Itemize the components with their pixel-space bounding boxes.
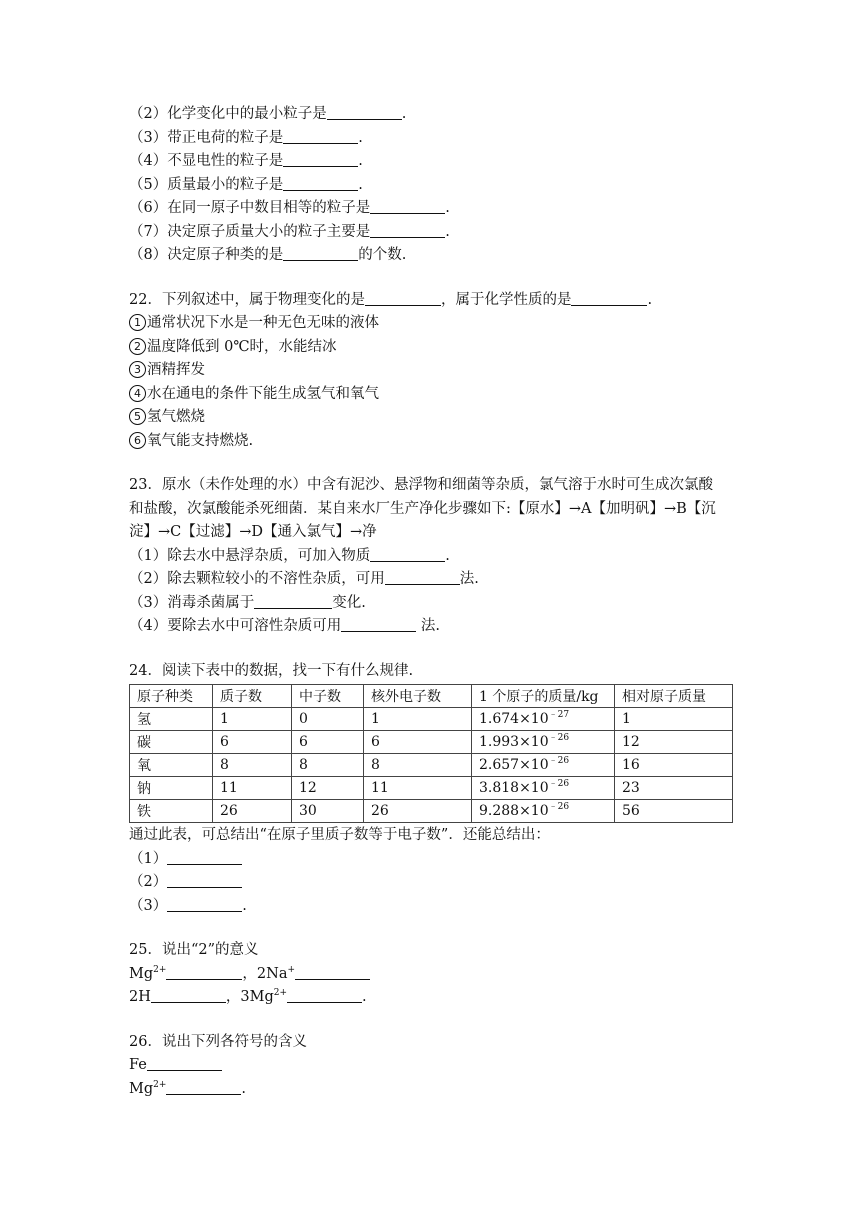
- answer-blank[interactable]: [385, 569, 460, 585]
- question-26: [129, 1031, 739, 1102]
- table-header: 原子种类: [130, 685, 213, 708]
- answer-blank[interactable]: [571, 290, 647, 306]
- table-cell: 8: [213, 754, 292, 777]
- circled-number: 5: [129, 408, 146, 425]
- table-cell: 1: [213, 708, 292, 731]
- table-header: 核外电子数: [364, 685, 472, 708]
- q24-item: （3） .: [129, 897, 247, 914]
- question-stem: 24．阅读下表中的数据，找一下有什么规律.: [129, 662, 414, 679]
- table-header: 1 个原子的质量/kg: [472, 685, 615, 708]
- table-cell: 26: [213, 800, 292, 823]
- answer-blank[interactable]: [147, 1055, 222, 1071]
- question-22: [129, 289, 739, 454]
- question-stem: 26．说出下列各符号的含义: [129, 1033, 307, 1050]
- table-cell: 0: [292, 708, 364, 731]
- q23-item: （2）除去颗粒较小的不溶性杂质，可用 法.: [129, 571, 479, 587]
- table-cell: 6: [213, 731, 292, 754]
- table-cell: 氢: [130, 708, 213, 731]
- answer-blank[interactable]: [365, 290, 441, 306]
- question-25: [129, 939, 739, 1010]
- circled-number: 3: [129, 361, 146, 378]
- q23-item: （3）消毒杀菌属于 变化.: [129, 594, 366, 611]
- q21-item: （2）化学变化中的最小粒子是 .: [129, 106, 407, 122]
- symbol-line: 2H ，$3Mg^{2+}$ .: [129, 988, 367, 1005]
- q21-item: （6）在同一原子中数目相等的粒子是 .: [129, 200, 450, 216]
- q24-item: （1）: [129, 848, 739, 872]
- table-row: [130, 800, 733, 823]
- table-row: [130, 777, 733, 800]
- q21-item: （7）决定原子质量大小的粒子主要是 .: [129, 223, 450, 240]
- question-stem-line: 淀】→C【过滤】→D【通入氯气】→净: [129, 524, 377, 540]
- table-row: [130, 754, 733, 777]
- answer-blank[interactable]: [341, 616, 416, 632]
- circled-number: 2: [129, 338, 146, 355]
- table-header-row: [130, 685, 733, 708]
- q21-item: （4）不显电性的粒子是 .: [129, 153, 363, 169]
- q21-items: [129, 103, 739, 268]
- q21-item: （5）质量最小的粒子是 .: [129, 176, 363, 193]
- table-cell: 23: [615, 777, 733, 800]
- answer-blank[interactable]: [166, 964, 242, 980]
- table-cell: $3.818\times 10^{﹣26}$: [472, 777, 615, 800]
- answer-blank[interactable]: [295, 964, 370, 980]
- worksheet-page: [129, 103, 739, 1101]
- q24-item: （2）: [129, 871, 739, 895]
- table-cell: $9.288\times 10^{﹣26}$: [472, 800, 615, 823]
- table-cell: 11: [364, 777, 472, 800]
- table-cell: 30: [292, 800, 364, 823]
- question-stem-line: 和盐酸，次氯酸能杀死细菌．某自来水厂生产净化步骤如下:【原水】→A【加明矾】→B【沉: [129, 500, 716, 517]
- symbol-line: Fe: [129, 1054, 739, 1078]
- answer-blank[interactable]: [283, 151, 358, 167]
- table-header: 质子数: [213, 685, 292, 708]
- table-summary: 通过此表，可总结出“在原子里质子数等于电子数”．还能总结出：: [129, 827, 550, 843]
- question-24: [129, 660, 739, 919]
- table-cell: 16: [615, 754, 733, 777]
- question-stem: 25．说出“2”的意义: [129, 942, 259, 958]
- circled-number: 1: [129, 314, 146, 331]
- atom-data-table: [129, 684, 733, 823]
- table-row: [130, 731, 733, 754]
- answer-blank[interactable]: [167, 896, 242, 912]
- option-item: 2 温度降低到 0℃时，水能结冰: [129, 336, 739, 360]
- table-cell: 氧: [130, 754, 213, 777]
- table-cell: 12: [615, 731, 733, 754]
- answer-blank[interactable]: [167, 872, 242, 888]
- q21-item: （8）决定原子种类的是 的个数.: [129, 247, 407, 263]
- table-cell: 56: [615, 800, 733, 823]
- table-cell: 8: [292, 754, 364, 777]
- table-cell: 1: [364, 708, 472, 731]
- option-item: 4 水在通电的条件下能生成氢气和氧气: [129, 383, 739, 407]
- table-cell: 1: [615, 708, 733, 731]
- table-cell: 12: [292, 777, 364, 800]
- answer-blank[interactable]: [327, 104, 402, 120]
- answer-blank[interactable]: [166, 1079, 241, 1095]
- table-header: 中子数: [292, 685, 364, 708]
- table-cell: 11: [213, 777, 292, 800]
- table-cell: $1.674\times 10^{﹣27}$: [472, 708, 615, 731]
- answer-blank[interactable]: [151, 987, 226, 1003]
- option-item: 5 氢气燃烧: [129, 406, 739, 430]
- table-cell: 碳: [130, 731, 213, 754]
- table-cell: 钠: [130, 777, 213, 800]
- answer-blank[interactable]: [370, 546, 445, 562]
- answer-blank[interactable]: [370, 198, 445, 214]
- answer-blank[interactable]: [167, 849, 242, 865]
- answer-blank[interactable]: [370, 222, 445, 238]
- table-cell: 8: [364, 754, 472, 777]
- answer-blank[interactable]: [283, 175, 358, 191]
- table-cell: 26: [364, 800, 472, 823]
- option-item: 1 通常状况下水是一种无色无味的液体: [129, 312, 739, 336]
- circled-number: 6: [129, 432, 146, 449]
- q23-item: （4）要除去水中可溶性杂质可用 法.: [129, 618, 440, 634]
- symbol-line: $Mg^{2+}$ .: [129, 1079, 247, 1097]
- table-cell: 铁: [130, 800, 213, 823]
- question-23: [129, 474, 739, 639]
- question-stem-line: 23．原水（未作处理的水）中含有泥沙、悬浮物和细菌等杂质，氯气溶于水时可生成次氯酸: [129, 477, 713, 493]
- table-cell: 6: [364, 731, 472, 754]
- q21-item: （3）带正电荷的粒子是 .: [129, 129, 363, 146]
- answer-blank[interactable]: [287, 987, 362, 1003]
- option-item: 6 氧气能支持燃烧.: [129, 430, 739, 454]
- table-row: [130, 708, 733, 731]
- answer-blank[interactable]: [283, 128, 358, 144]
- option-item: 3 酒精挥发: [129, 359, 739, 383]
- table-cell: 6: [292, 731, 364, 754]
- symbol-line: $Mg^{2+}$ ，2Na+: [129, 963, 739, 987]
- table-cell: $2.657\times 10^{﹣26}$: [472, 754, 615, 777]
- question-stem: 22．下列叙述中，属于物理变化的是 ，属于化学性质的是 .: [129, 291, 653, 308]
- circled-number: 4: [129, 385, 146, 402]
- answer-blank[interactable]: [283, 245, 358, 261]
- answer-blank[interactable]: [254, 593, 332, 609]
- table-cell: $1.993\times 10^{﹣26}$: [472, 731, 615, 754]
- table-header: 相对原子质量: [615, 685, 733, 708]
- q23-item: （1）除去水中悬浮杂质，可加入物质 .: [129, 547, 450, 564]
